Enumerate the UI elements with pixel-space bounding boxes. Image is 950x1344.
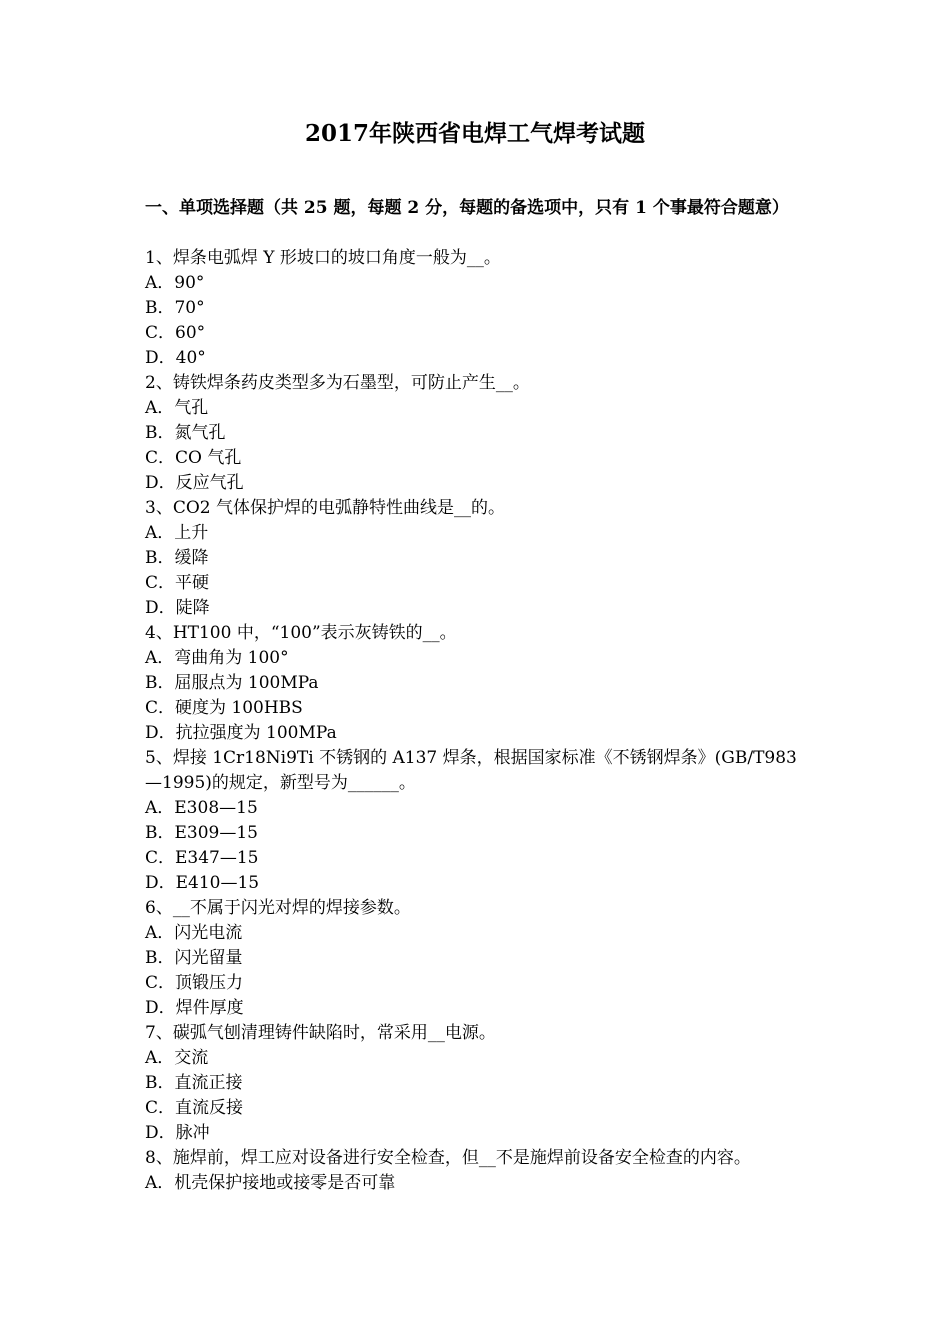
question-stem: 8、施焊前，焊工应对设备进行安全检查，但__不是施焊前设备安全检查的内容。 — [145, 1148, 751, 1168]
answer-option: C．平硬 — [145, 573, 210, 593]
answer-option: D．陡降 — [145, 598, 210, 618]
answer-option: C．60° — [145, 323, 206, 343]
answer-option: B．氮气孔 — [145, 423, 226, 443]
question-item — [145, 246, 810, 371]
answer-option: C．顶锻压力 — [145, 973, 244, 993]
question-item — [145, 621, 810, 746]
answer-option: D．抗拉强度为 100MPa — [145, 723, 337, 743]
question-item — [145, 896, 810, 1021]
answer-option: D．E410—15 — [145, 873, 260, 893]
answer-option: A．90° — [145, 273, 205, 293]
question-item — [145, 746, 810, 896]
answer-option: D．40° — [145, 348, 206, 368]
answer-option: B．70° — [145, 298, 205, 318]
question-stem: 2、铸铁焊条药皮类型多为石墨型，可防止产生__。 — [145, 373, 530, 393]
answer-option: B．屈服点为 100MPa — [145, 673, 319, 693]
answer-option: A．交流 — [145, 1048, 209, 1068]
question-stem: 5、焊接 1Cr18Ni9Ti 不锈钢的 A137 焊条，根据国家标准《不锈钢焊条》(GB/T983—1995)的规定，新型号为______。 — [145, 748, 797, 793]
answer-option: C．硬度为 100HBS — [145, 698, 303, 718]
question-item — [145, 496, 810, 621]
answer-option: B．缓降 — [145, 548, 209, 568]
question-stem: 4、HT100 中，“100”表示灰铸铁的__。 — [145, 623, 457, 643]
document-title: 2017年陕西省电焊工气焊考试题 — [304, 120, 645, 147]
question-item — [145, 1021, 810, 1146]
question-stem: 1、焊条电弧焊 Y 形坡口的坡口角度一般为__。 — [145, 248, 501, 268]
answer-option: D．脉冲 — [145, 1123, 210, 1143]
question-stem: 3、CO2 气体保护焊的电弧静特性曲线是__的。 — [145, 498, 505, 518]
question-list — [145, 246, 810, 1196]
question-stem: 6、__不属于闪光对焊的焊接参数。 — [145, 898, 411, 918]
answer-option: B．闪光留量 — [145, 948, 243, 968]
answer-option: A．气孔 — [145, 398, 209, 418]
answer-option: C．直流反接 — [145, 1098, 244, 1118]
section-heading: 一、单项选择题（共 25 题，每题 2 分，每题的备选项中，只有 1 个事最符合题意） — [145, 198, 789, 218]
answer-option: A．弯曲角为 100° — [145, 648, 289, 668]
answer-option: C．E347—15 — [145, 848, 259, 868]
answer-option: B．E309—15 — [145, 823, 258, 843]
answer-option: A．闪光电流 — [145, 923, 243, 943]
question-item — [145, 1146, 810, 1196]
answer-option: A．上升 — [145, 523, 209, 543]
answer-option: D．反应气孔 — [145, 473, 244, 493]
answer-option: C．CO 气孔 — [145, 448, 242, 468]
answer-option: B．直流正接 — [145, 1073, 243, 1093]
question-item — [145, 371, 810, 496]
question-stem: 7、碳弧气刨清理铸件缺陷时，常采用__电源。 — [145, 1023, 496, 1043]
answer-option: D．焊件厚度 — [145, 998, 244, 1018]
answer-option: A．E308—15 — [145, 798, 258, 818]
answer-option: A．机壳保护接地或接零是否可靠 — [145, 1173, 396, 1193]
